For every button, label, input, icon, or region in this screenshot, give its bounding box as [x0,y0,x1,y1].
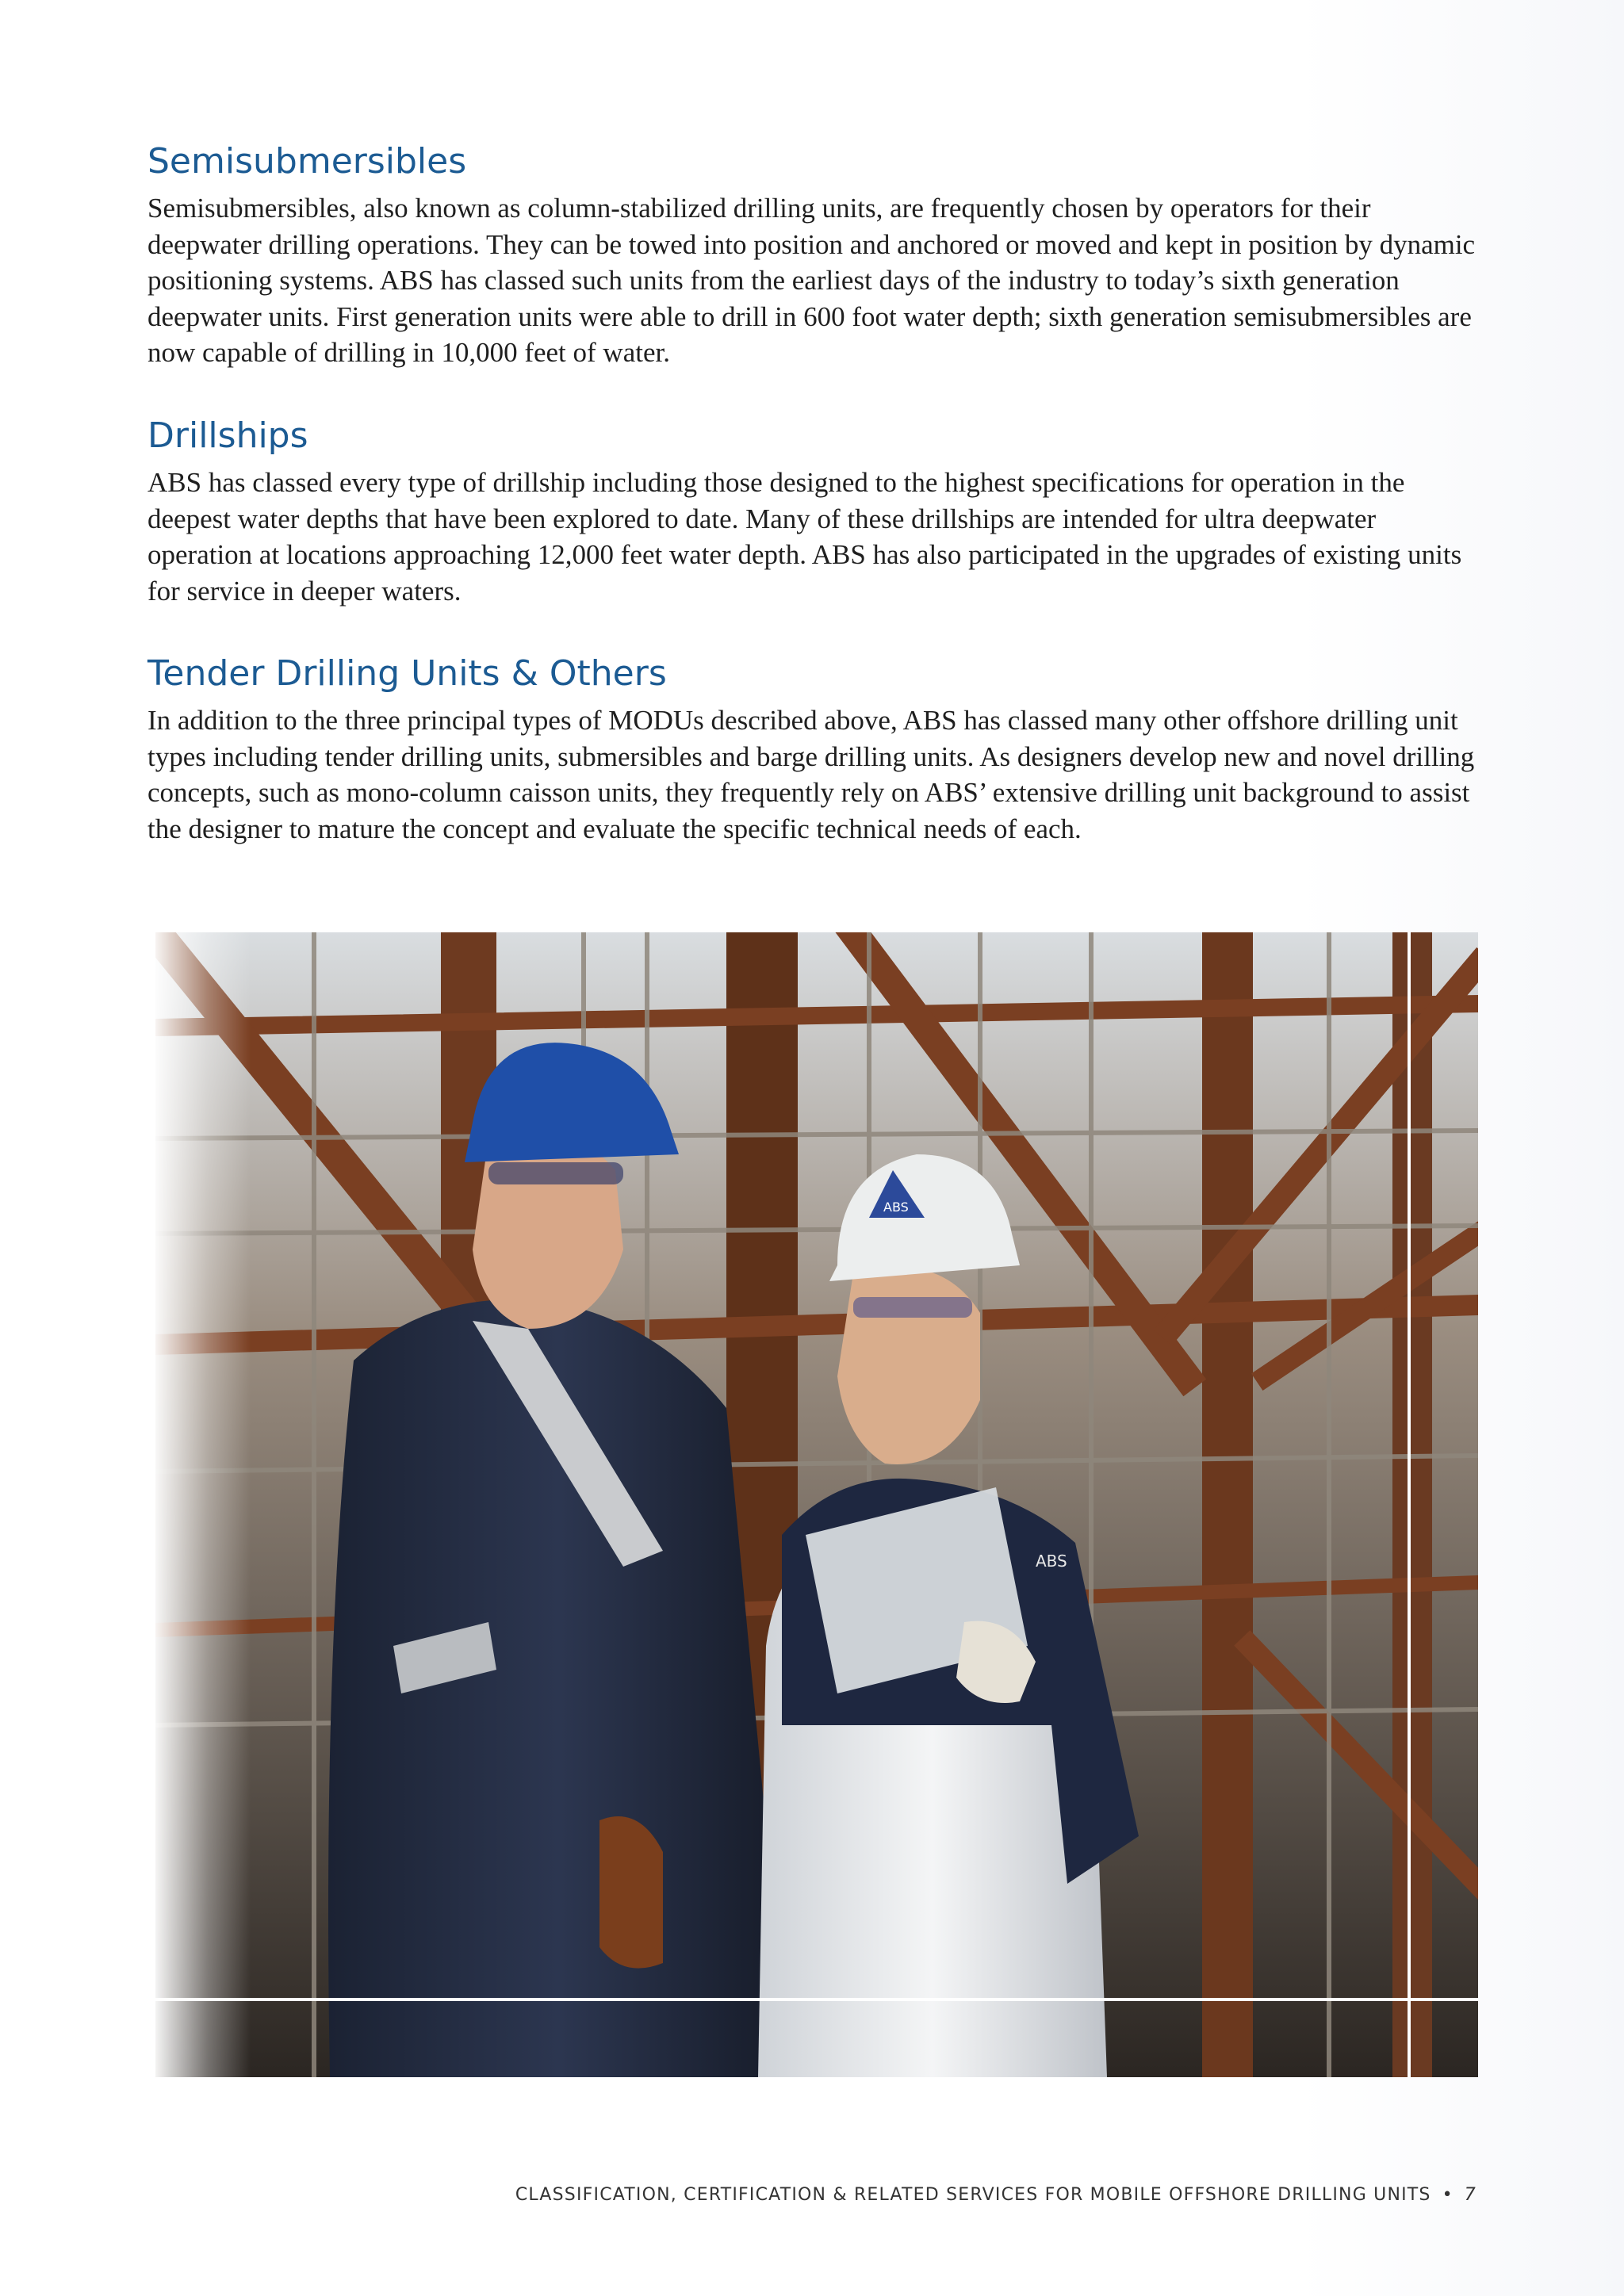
section-heading: Drillships [147,415,308,456]
section-body: ABS has classed every type of drillship including those designed to the highest specifications for operation in the deepest water depths that have been explored to date. Many of these drillships are intended for ultra deepwater operation at locations approaching 12,000 feet water depth. ABS has also participated in the upgrades of existing units for service in deeper waters. [147,467,1462,607]
helmet-logo: ABS [883,1200,909,1215]
section-tender-drilling-units [147,652,1480,847]
workers-photo-illustration [155,932,1478,2077]
section-semisubmersibles [147,140,1480,371]
jacket-logo: ABS [1036,1552,1067,1571]
section-drillships [147,414,1480,609]
section-body: Semisubmersibles, also known as column-stabilized drilling units, are frequently chosen by operators for their deepwater drilling operations. They can be towed into position and anchored or moved and kept in position by dynamic positioning systems. ABS has classed such units from the earliest days of the industry to today’s sixth generation deepwater units. First generation units were able to drill in 600 foot water depth; sixth generation semisubmersibles are now capable of drilling in 10,000 feet of water. [147,193,1476,368]
workers-photo [155,932,1478,2077]
photo-frame-horizontal-line [155,1998,1478,2001]
section-heading: Tender Drilling Units & Others [147,653,667,694]
section-heading: Semisubmersibles [147,141,467,182]
section-body: In addition to the three principal types of MODUs described above, ABS has classed many other offshore drilling unit types including tender drilling units, submersibles and barge drilling units. As designers develop new and novel drilling concepts, such as mono-column caisson units, they frequently rely on ABS’ extensive drilling unit background to assist the designer to mature the concept and evaluate the specific technical needs of each. [147,705,1475,844]
photo-left-fade [155,932,251,2077]
photo-frame-vertical-line [1408,932,1411,2077]
footer-text: CLASSIFICATION, CERTIFICATION & RELATED SERVICES FOR MOBILE OFFSHORE DRILLING UNITS [515,2185,1431,2205]
page-number: 7 [1464,2185,1477,2205]
page-footer [515,2185,1477,2205]
footer-bullet: • [1442,2185,1454,2205]
